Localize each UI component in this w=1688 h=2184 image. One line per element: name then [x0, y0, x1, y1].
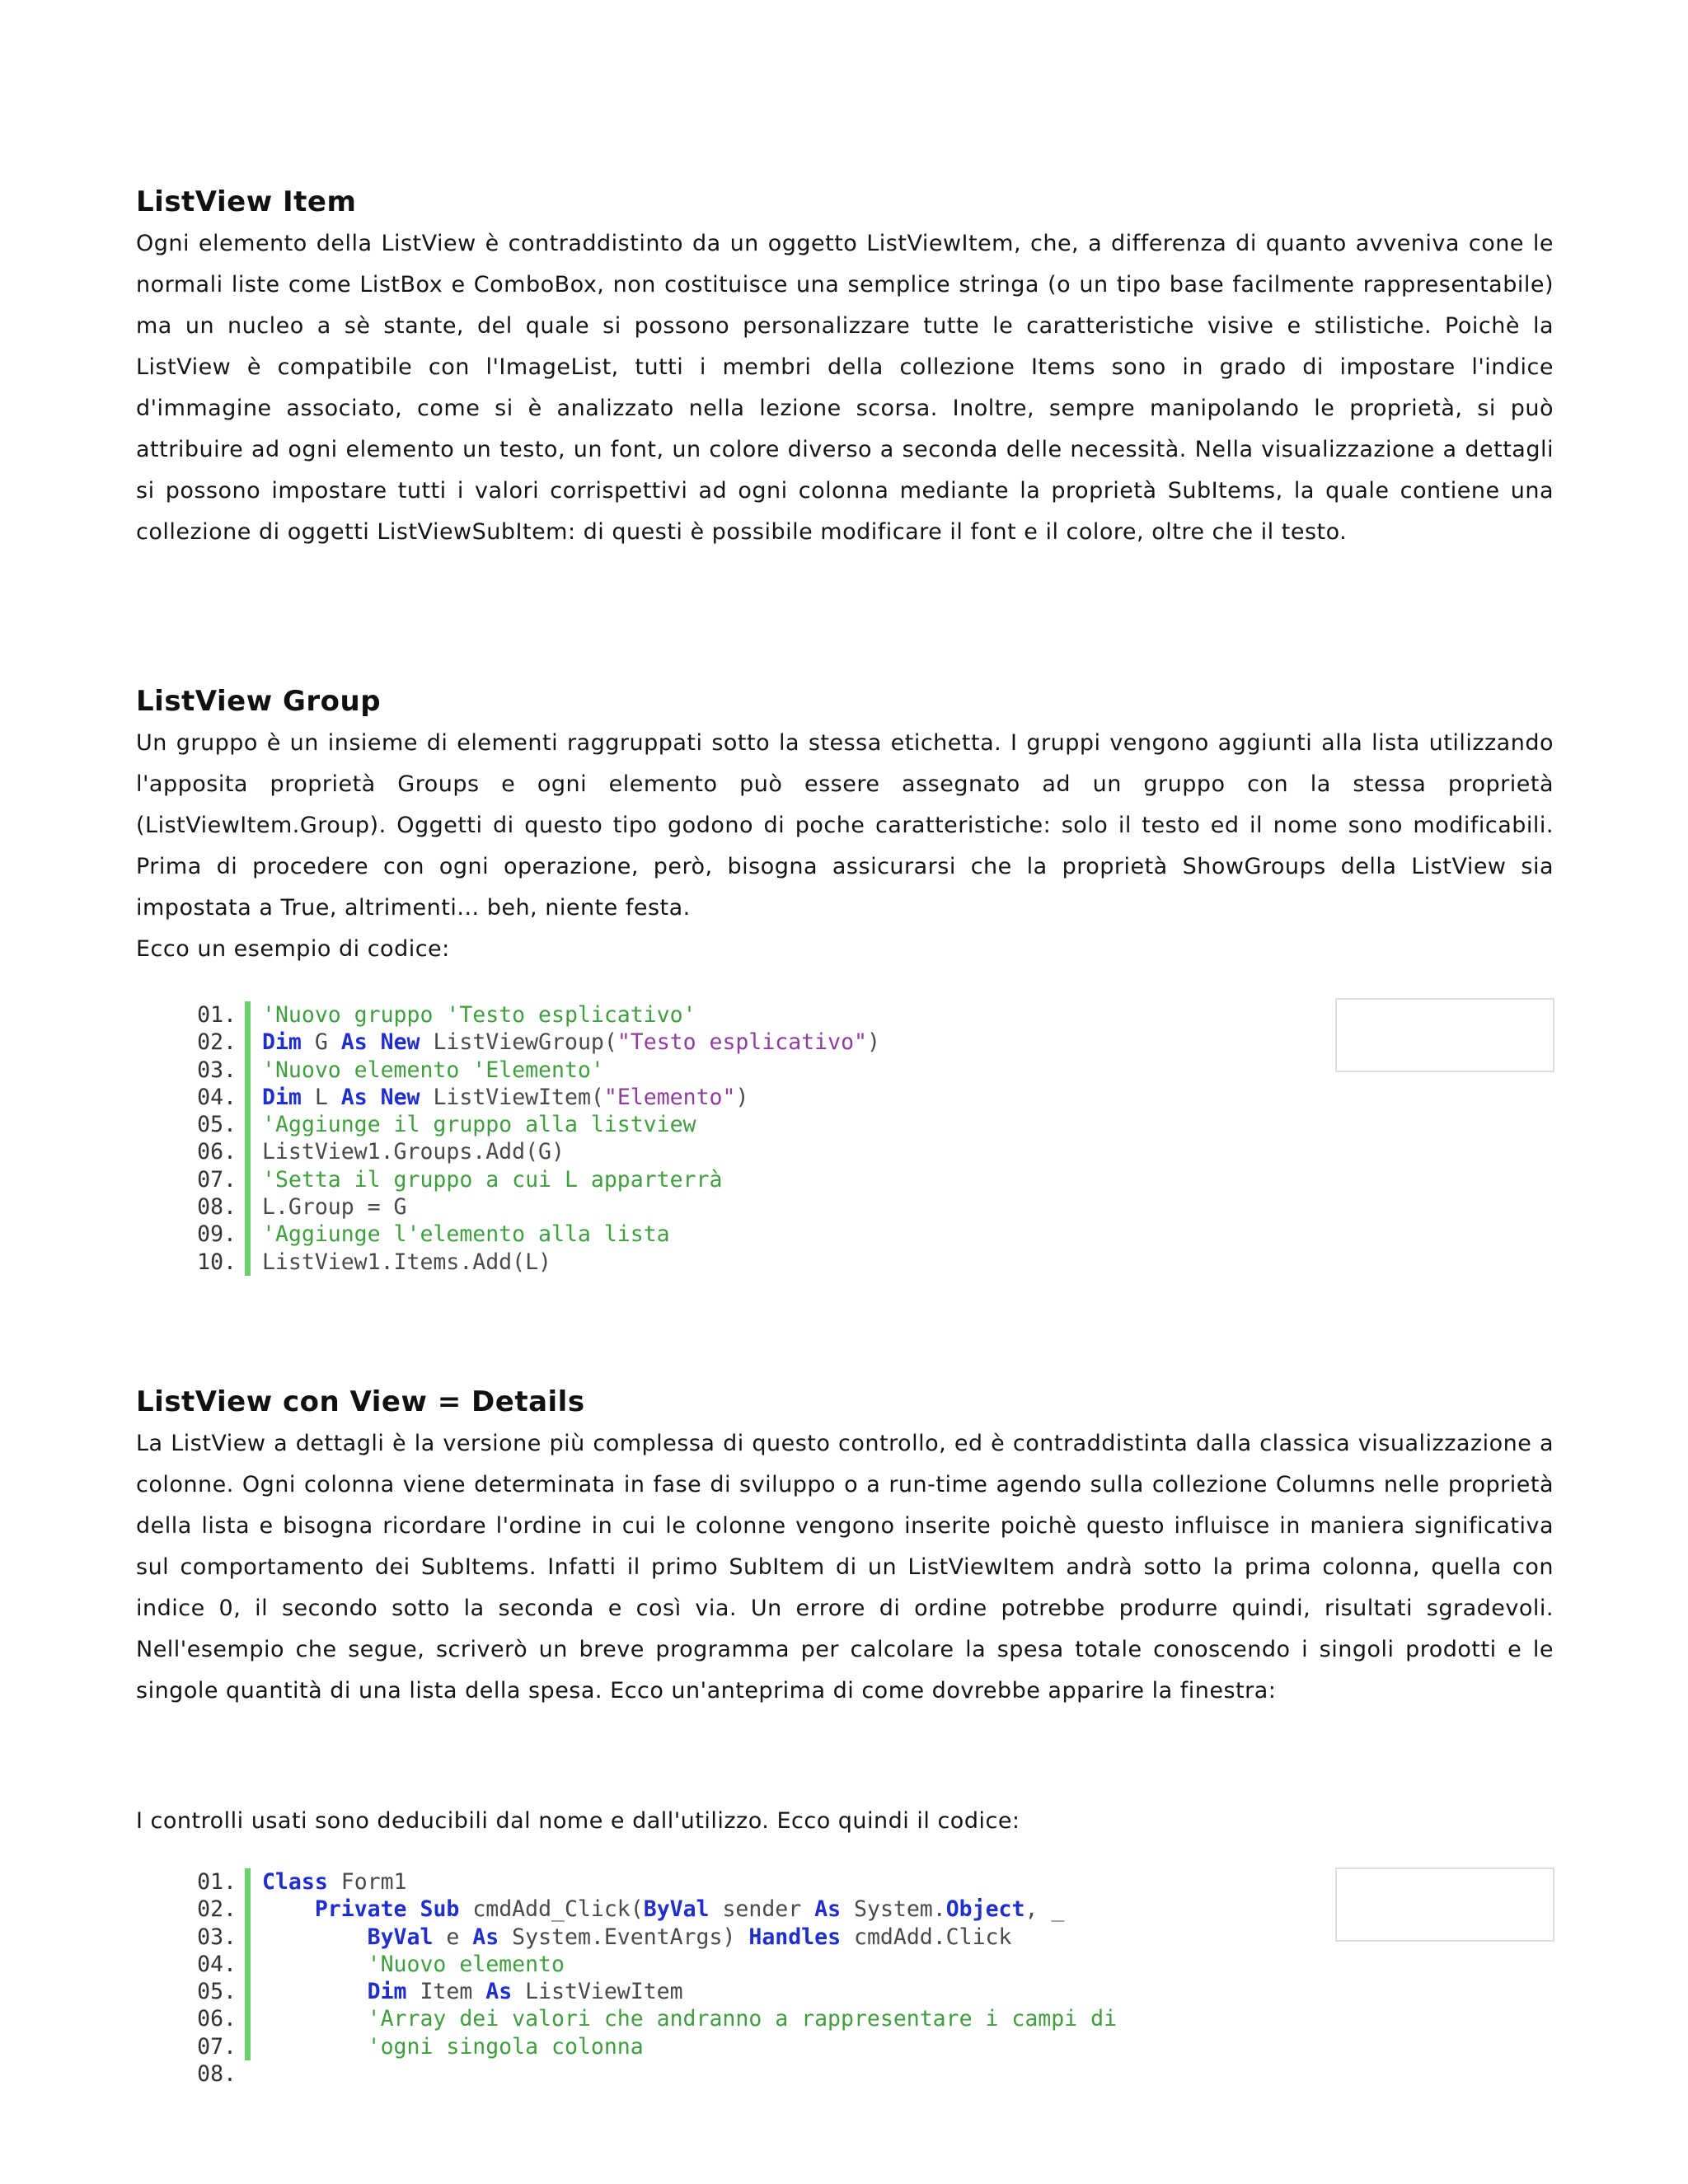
code-token: As [340, 1084, 368, 1110]
code-token [368, 1085, 381, 1110]
code-gutter-bar [245, 1138, 251, 1165]
code-line [169, 1138, 1554, 1165]
line-number: 01. [197, 1869, 237, 1895]
code-gutter-bar [245, 1978, 251, 2005]
line-number: 02. [197, 1896, 237, 1923]
code-token: cmdAdd_Click( [459, 1896, 644, 1923]
code-token [262, 1896, 315, 1922]
code-text [262, 1978, 683, 2005]
code-token: As [814, 1896, 842, 1923]
code-token: As [340, 1029, 368, 1056]
code-text [262, 2005, 1117, 2032]
code-token: Dim [367, 1979, 407, 2005]
code-gutter-bar [245, 2033, 251, 2060]
section-listviewitem [136, 184, 1554, 553]
section-paragraph: Ogni elemento della ListView è contraddistinto da un oggetto ListViewItem, che, a differenza di quanto avveniva cone le normali liste come ListBox e ComboBox, non costituisce una semplice stringa (o un tipo base facilmente rappresentabile) ma un nucleo a sè stante, del quale si possono personalizzare tutte le caratteristiche visive e stilistiche. Poichè la ListView è compatibile con l'ImageList, tutti i membri della collezione Items sono in grado di impostare l'indice d'immagine associato, come si è analizzato nella lezione scorsa. Inoltre, sempre manipolando le proprietà, si può attribuire ad ogni elemento un testo, un font, un colore diverso a seconda delle necessità. Nella visualizzazione a dettagli si possono impostare tutti i valori corrispettivi ad ogni colonna mediante la proprietà SubItems, la quale contiene una collezione di oggetti ListViewSubItem: di questi è possibile modificare il font e il colore, oltre che il testo. [136, 231, 1554, 545]
section-heading: ListView con View = Details [136, 1385, 585, 1418]
code-gutter-bar [245, 1221, 251, 1248]
line-number: 09. [197, 1221, 237, 1248]
line-number: 03. [197, 1924, 237, 1950]
line-number: 02. [197, 1029, 237, 1056]
code-token [368, 1029, 381, 1055]
line-number: 06. [197, 1139, 237, 1165]
code-token: e [433, 1924, 473, 1950]
code-token: sender [709, 1896, 815, 1923]
code-token: ListView1.Items.Add(L) [262, 1249, 551, 1275]
code-token: 'ogni singola colonna [367, 2033, 644, 2060]
code-token: "Testo esplicativo" [617, 1029, 867, 1056]
code-token: Class [262, 1869, 328, 1895]
code-gutter-bar [245, 1951, 251, 1978]
line-number: 05. [197, 1979, 237, 2005]
code-token: Form1 [327, 1869, 407, 1895]
line-number: 01. [197, 1002, 237, 1028]
code-token: 'Setta il gruppo a cui L apparterrà [262, 1166, 723, 1193]
code-gutter-bar [245, 1924, 251, 1951]
section-paragraph: Ecco un esempio di codice: [136, 936, 450, 962]
code-token: L.Group = G [262, 1194, 407, 1221]
code-token: ) [866, 1029, 880, 1056]
code-line [169, 1084, 1554, 1111]
code-token: Handles [748, 1924, 842, 1950]
code-token: 'Nuovo elemento [367, 1951, 565, 1977]
code-line [169, 1951, 1554, 1978]
code-gutter-bar [245, 2005, 251, 2032]
line-number: 07. [197, 2033, 237, 2060]
code-token: 'Aggiunge il gruppo alla listview [262, 1112, 696, 1138]
code-token [262, 2034, 368, 2060]
code-line [169, 1249, 1554, 1276]
code-token: ListViewGroup( [420, 1029, 617, 1056]
code-gutter-bar [245, 1249, 251, 1276]
code-token: Dim [262, 1084, 302, 1110]
code-token: 'Nuovo gruppo 'Testo esplicativo' [262, 1002, 696, 1028]
code-toolbar-box[interactable] [1335, 998, 1554, 1072]
code-token: ListView1.Groups.Add(G) [262, 1139, 565, 1165]
code-token: As [472, 1924, 499, 1950]
code-token [262, 1979, 368, 2004]
code-token: New [380, 1084, 420, 1110]
line-number: 06. [197, 2006, 237, 2032]
line-number: 08. [197, 1194, 237, 1221]
code-token: Dim [262, 1029, 302, 1056]
code-text [262, 1951, 565, 1978]
code-toolbar-box[interactable] [1335, 1868, 1554, 1942]
code-token: L [301, 1084, 341, 1110]
section-paragraph: I controlli usati sono deducibili dal nome e dall'utilizzo. Ecco quindi il codice: [136, 1808, 1020, 1834]
code-token: ListViewItem [512, 1979, 683, 2005]
code-line [169, 2005, 1554, 2032]
code-text [262, 1111, 696, 1138]
code-text [262, 1193, 407, 1221]
code-token: 'Array dei valori che andranno a rappresentare i campi di [367, 2006, 1118, 2032]
code-gutter-bar [245, 1868, 251, 1896]
code-gutter-bar [245, 1029, 251, 1056]
line-number: 03. [197, 1057, 237, 1083]
code-token: System.EventArgs) [499, 1924, 749, 1950]
code-text [262, 1896, 1064, 1923]
code-gutter-bar [245, 1084, 251, 1111]
code-line [169, 1111, 1554, 1138]
code-token: ByVal [643, 1896, 710, 1923]
code-token: cmdAdd.Click [841, 1924, 1012, 1950]
code-line [169, 2060, 1554, 2088]
code-text [262, 1221, 670, 1248]
code-token: As [485, 1979, 513, 2005]
code-token: Private [314, 1896, 407, 1923]
code-token: 'Aggiunge l'elemento alla lista [262, 1221, 670, 1248]
code-token [262, 2006, 368, 2032]
line-number: 05. [197, 1112, 237, 1138]
code-gutter-bar [245, 1057, 251, 1084]
code-line [169, 1193, 1554, 1221]
code-token: Sub [420, 1896, 460, 1923]
section-listview-details [136, 1384, 1554, 1712]
code-token: Item [406, 1979, 486, 2005]
code-gutter-bar [245, 1166, 251, 1193]
code-text [262, 2033, 644, 2060]
code-token: ByVal [367, 1924, 434, 1950]
code-text [262, 1029, 880, 1056]
code-token: Object [945, 1896, 1025, 1923]
section-paragraph: La ListView a dettagli è la versione più complessa di questo controllo, ed è contraddistinta dalla classica visualizzazione a colonne. Ogni colonna viene determinata in fase di sviluppo o a run-time agendo sulla collezione Columns nelle proprietà della lista e bisogna ricordare l'ordine in cui le colonne vengono inserite poichè questo influisce in maniera significativa sul comportamento dei SubItems. Infatti il primo SubItem di un ListViewItem andrà sotto la prima colonna, quella con indice 0, il secondo sotto la seconda e così via. Un errore di ordine potrebbe produrre quindi, risultati sgradevoli. Nell'esempio che segue, scriverò un breve programma per calcolare la spesa totale conoscendo i singoli prodotti e le singole quantità di una lista della spesa. Ecco un'anteprima di come dovrebbe apparire la finestra: [136, 1431, 1554, 1704]
code-text [262, 1868, 407, 1896]
section-heading: ListView Item [136, 185, 357, 218]
code-token: System. [841, 1896, 946, 1923]
code-token [262, 1952, 368, 1977]
code-gutter-bar [245, 1193, 251, 1221]
code-line [169, 1221, 1554, 1248]
code-token: ) [735, 1084, 749, 1110]
code-gutter-bar [245, 1001, 251, 1029]
code-token: New [380, 1029, 420, 1056]
code-token: , _ [1025, 1896, 1065, 1923]
code-text [262, 1249, 551, 1276]
line-number: 08. [197, 2061, 237, 2088]
line-number: 07. [197, 1166, 237, 1193]
code-line [169, 1166, 1554, 1193]
code-text [262, 1057, 604, 1084]
section-heading: ListView Group [136, 685, 382, 718]
code-text [262, 1138, 565, 1165]
code-text [262, 1166, 722, 1193]
code-token: G [301, 1029, 341, 1056]
code-line [169, 2033, 1554, 2060]
code-text [262, 1924, 1011, 1951]
code-text [262, 1084, 748, 1111]
line-number: 10. [197, 1249, 237, 1275]
code-line [169, 1978, 1554, 2005]
code-token: ListViewItem( [420, 1084, 604, 1110]
line-number: 04. [197, 1951, 237, 1977]
section-paragraph: Un gruppo è un insieme di elementi raggruppati sotto la stessa etichetta. I gruppi vengono aggiunti alla lista utilizzando l'apposita proprietà Groups e ogni elemento può essere assegnato ad un gruppo con la stessa proprietà (ListViewItem.Group). Oggetti di questo tipo godono di poche caratteristiche: solo il testo ed il nome sono modificabili. Prima di procedere con ogni operazione, però, bisogna assicurarsi che la proprietà ShowGroups della ListView sia impostata a True, altrimenti... beh, niente festa. [136, 730, 1554, 921]
code-token: 'Nuovo elemento 'Elemento' [262, 1057, 604, 1083]
code-gutter-bar [245, 1896, 251, 1923]
code-token: "Elemento" [603, 1084, 736, 1110]
line-number: 04. [197, 1084, 237, 1110]
code-gutter-bar [245, 2060, 251, 2088]
code-text [262, 1001, 696, 1029]
code-token [407, 1896, 420, 1922]
code-token [262, 1924, 368, 1950]
section-listviewgroup [136, 683, 1554, 970]
code-gutter-bar [245, 1111, 251, 1138]
